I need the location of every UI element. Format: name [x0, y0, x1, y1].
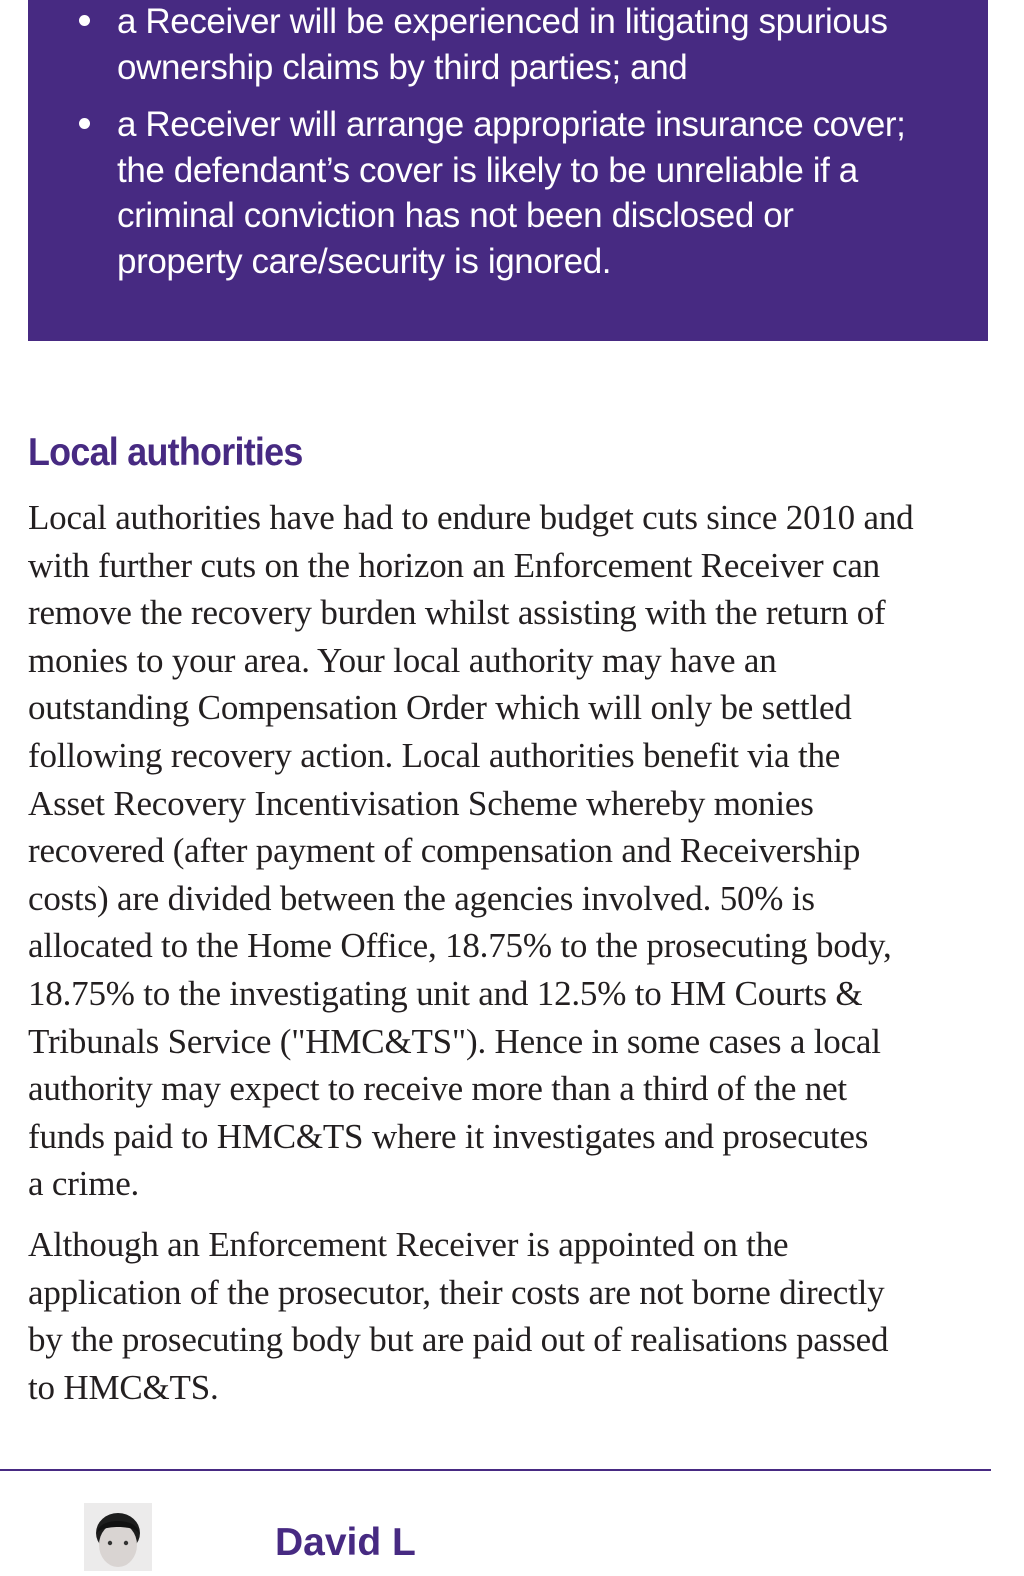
- author-name: David L: [275, 1521, 416, 1564]
- bullet-dot-icon: [79, 15, 90, 26]
- section-heading: Local authorities: [28, 431, 303, 474]
- callout-bullet-text: a Receiver will arrange appropriate insurance cover; the defendant’s cover is likely to be unreliable if a criminal conviction has not been disclosed or property care/security is ignored.: [117, 105, 906, 281]
- section-divider: [0, 1469, 991, 1471]
- author-portrait-icon: [84, 1503, 152, 1571]
- body-paragraph: Although an Enforcement Receiver is appointed on the application of the prosecutor, their costs are not borne directly by the prosecuting body but are paid out of realisations passed to HMC&TS.: [28, 1225, 889, 1407]
- bullet-dot-icon: [79, 118, 90, 129]
- callout-bullet-text: a Receiver will be experienced in litigating spurious ownership claims by third parties; and: [117, 2, 888, 87]
- author-photo: [84, 1503, 152, 1571]
- callout-box: [28, 0, 988, 341]
- body-paragraph: Local authorities have had to endure budget cuts since 2010 and with further cuts on the horizon an Enforcement Receiver can remove the recovery burden whilst assisting with the return of monies to your area. Your local authority may have an outstanding Compensation Order which will only be settled following recovery action. Local authorities benefit via the Asset Recovery Incentivisation Scheme whereby monies recovered (after payment of compensation and Receivership costs) are divided between the agencies involved. 50% is allocated to the Home Office, 18.75% to the prosecuting body, 18.75% to the investigating unit and 12.5% to HM Courts & Tribunals Service ("HMC&TS"). Hence in some cases a local authority may expect to receive more than a third of the net funds paid to HMC&TS where it investigates and prosecutes a crime.: [28, 498, 914, 1204]
